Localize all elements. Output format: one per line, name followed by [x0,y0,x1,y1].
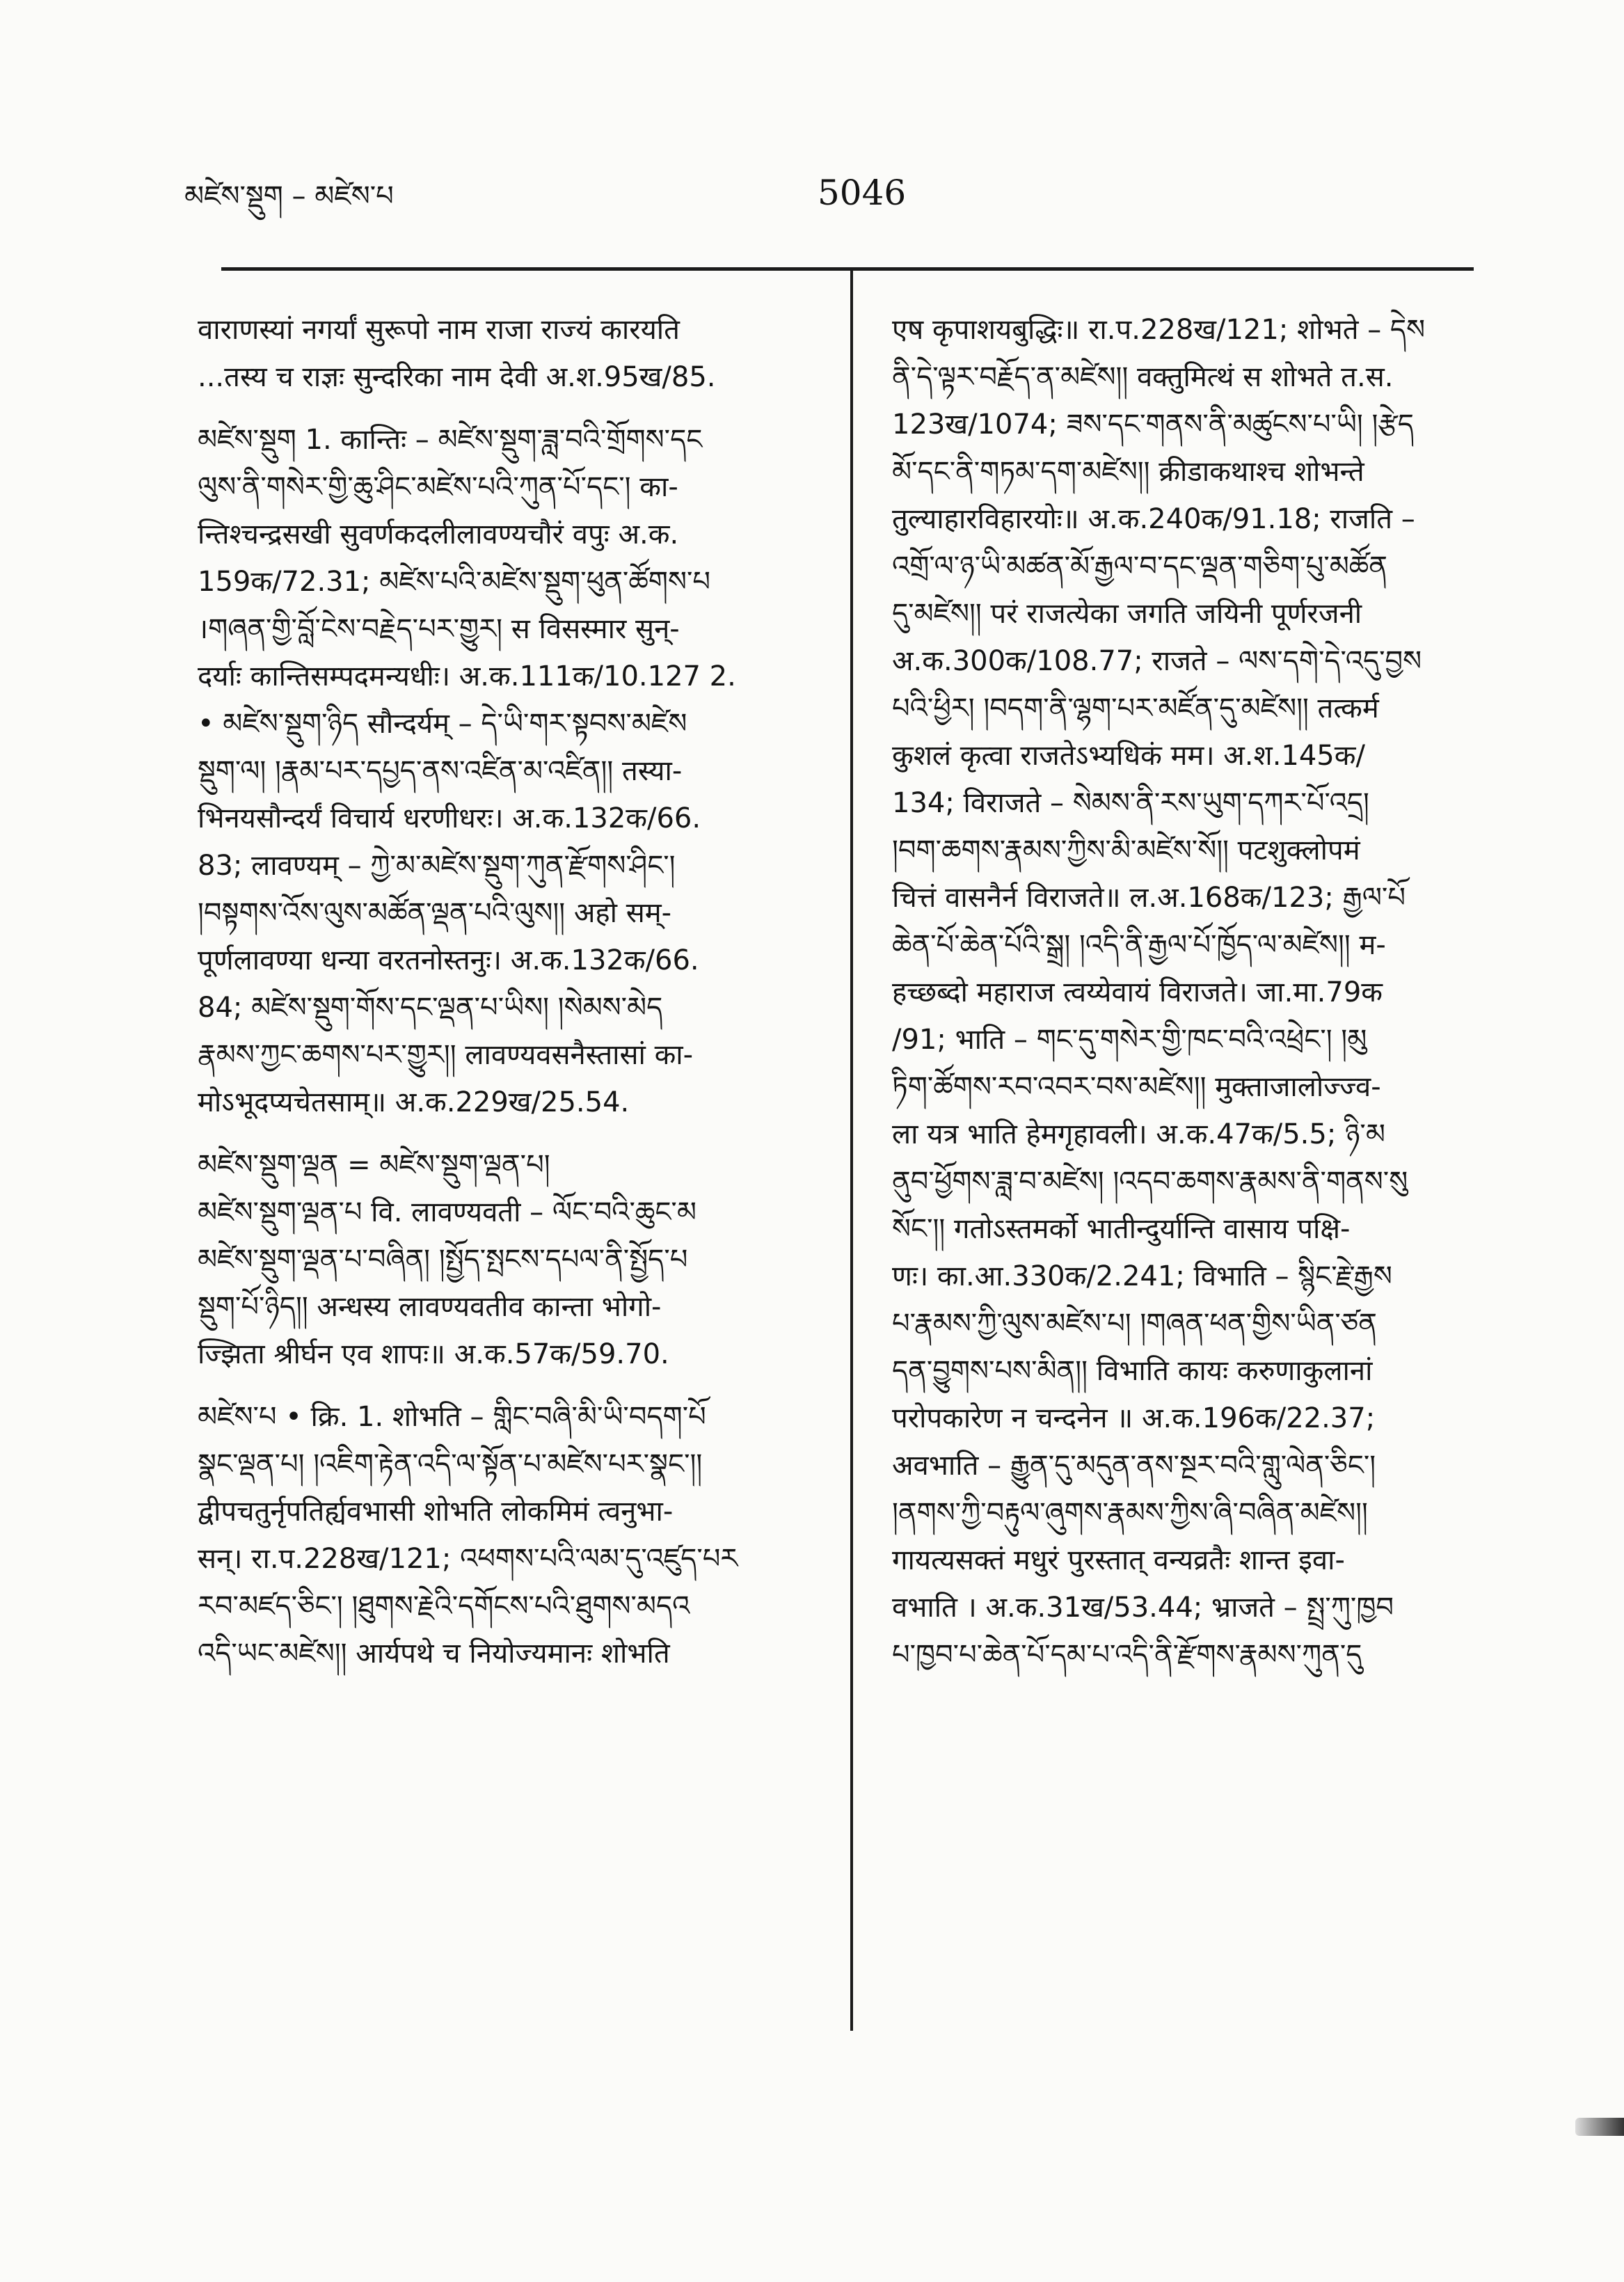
text-line: ला यत्र भाति हेमगृहावली। अ.क.47क/5.5; ཉི་མ [892,1118,1385,1150]
text-line: མཛེས་སྡུག་ལྡན་པ་བཞིན། །སྤྱོད་སྤངས་དཔལ་ནི་སྤྱོད་པ [198,1244,688,1276]
text-line: མཛེས་སྡུག 1. कान्तिः – མཛེས་སྡུག་ཟླ་བའི་གྲོགས་དང [198,424,703,456]
text-line: णः। का.आ.330क/2.241; विभाति – སྙིང་རྗེ་རྒྱས [892,1260,1392,1292]
entry-gap [198,1126,824,1141]
text-line: हच्छब्दो महाराज त्वय्येवायं विराजते। जा.मा.79क [892,976,1383,1008]
text-line: ཆེན་པོ་ཆེན་པོའི་སྒྲ། །འདི་ནི་རྒྱལ་པོ་ཁྱོད་ལ་མཛེས།། म- [892,929,1386,961]
text-line: འདི་ཡང་མཛེས།། आर्यपथे च नियोज्यमानः शोभति [198,1638,670,1670]
text-line: न्तिश्चन्द्रसखी सुवर्णकदलीलावण्यचौरं वपुः अ.क. [198,518,679,550]
text-line: एष कृपाशयबुद्धिः॥ रा.प.228ख/121; शोभते – དེས [892,314,1426,346]
text-line: །བསྟགས་འོས་ལུས་མཚོན་ལྡན་པའི་ལུས།། अहो सम्- [198,897,672,929]
running-header: མཛེས་སྡུག – མཛེས་པ [184,180,394,212]
text-line: 134; विराजते – སེམས་ནི་རས་ཡུག་དཀར་པོ་འདྲ། [892,787,1369,819]
text-line: भिनयसौन्दर्यं विचार्य धरणीधरः। अ.क.132क/66. [198,802,701,834]
text-line: /91; भाति – གང་དུ་གསེར་གྱི་ཁང་བའི་འཕྲེང་། །མུ [892,1024,1367,1056]
entry-gap [198,401,824,416]
text-line: པ་ཁྱབ་པ་ཆེན་པོ་དམ་པ་འདི་ནི་རྫོགས་རྣམས་ཀུན་དུ [892,1639,1362,1671]
text-line: अवभाति – རྒྱུན་དུ་མདུན་ནས་སྔར་བའི་གླུ་ལེན་ཅིང་། [892,1450,1376,1482]
text-line: अ.क.300क/108.77; राजते – ལས་དགེ་དེ་འདུ་བྱས [892,645,1422,677]
text-line: द्वीपचतुर्नृपतिर्ह्यवभासी शोभति लोकमिमं त्वनुभा- [198,1496,674,1528]
text-line: • མཛེས་སྡུག་ཉིད सौन्दर्यम् – དེ་ཡི་གར་སྟབས་མཛེས [198,708,687,740]
page-edge-mark [1575,2118,1624,2136]
text-line: ।གཞན་གྱི་བློ་ངེས་བརྗེད་པར་གྱུར། स विसस्मार सुन्- [198,613,680,645]
text-line: वभाति । अ.क.31ख/53.44; भ्राजते – སྤྲ་ཀུ་ཁྱབ [892,1592,1394,1624]
right-column [892,306,1490,1679]
text-line: པའི་ཕྱིར། །བདག་ནི་ལྷག་པར་མཛོན་དུ་མཛེས།། तत्कर्म [892,692,1379,724]
text-line: तुल्याहारविहारयोः॥ अ.क.240क/91.18; राजति – [892,503,1415,535]
text-line: རབ་མཛད་ཅིང་། །ཐུགས་རྗེའི་དགོངས་པའི་ཐུགས་མདའ [198,1590,690,1622]
text-line: མཛེས་པ • क्रि. 1. शोभति – གླིང་བཞི་མི་ཡི་བདག་པོ [198,1401,706,1433]
entry-gap [198,1378,824,1393]
text-line: སྡུག་ལ། །རྣམ་པར་དཔྱད་ནས་འཛིན་མ་འཛིན།། तस्या- [198,755,683,787]
text-line: རྣམས་ཀྱང་ཆགས་པར་གྱུར།། लावण्यवसनैस्तासां का- [198,1039,694,1071]
text-line: कुशलं कृत्वा राजतेऽभ्यधिकं मम। अ.श.145क/ [892,740,1365,772]
text-line: दर्याः कान्तिसम्पदमन्यधीः। अ.क.111क/10.127 2. [198,660,736,692]
text-line: ...तस्य च राज्ञः सुन्दरिका नाम देवी अ.श.95ख/85. [198,361,716,393]
text-line: 159क/72.31; མཛེས་པའི་མཛེས་སྡུག་ཕུན་ཚོགས་པ [198,566,711,598]
text-line: मोऽभूदप्यचेतसाम्॥ अ.क.229ख/25.54. [198,1086,630,1118]
text-line: ནི་དེ་ལྟར་བརྗོད་ན་མཛེས།། वक्तुमित्थं स शोभते त.स. [892,361,1394,393]
page-number: 5046 [818,173,907,213]
text-line: མོ་དང་ནི་གཏམ་དག་མཛེས།། क्रीडाकथाश्च शोभन्ते [892,456,1364,488]
text-line: དན་བྱུགས་པས་མིན།། विभाति कायः करुणाकुलानां [892,1355,1373,1387]
text-line: སོང་།། गतोऽस्तमर्को भातीन्दुर्यान्ति वासाय पक्षि- [892,1213,1351,1245]
text-line: མཛེས་སྡུག་ལྡན་པ वि. लावण्यवती – ལོང་བའི་ཆུང་མ [198,1196,696,1228]
text-line: वाराणस्यां नगर्यां सुरूपो नाम राजा राज्यं कारयति [198,314,680,346]
text-line: 83; लावण्यम् – ཀྱེ་མ་མཛེས་སྡུག་ཀུན་རྫོགས་ཤིང་། [198,850,676,882]
column-divider [850,270,853,2031]
top-rule [221,267,1474,271]
text-line: །བག་ཆགས་རྣམས་ཀྱིས་མི་མཛེས་སོ།། पटशुक्लोपमं [892,834,1360,866]
text-line: པ་རྣམས་ཀྱི་ལུས་མཛེས་པ། །གཞན་ཕན་གྱིས་ཡིན་ཙན [892,1308,1377,1340]
text-line: ལུས་ནི་གསེར་གྱི་ཆུ་ཤིང་མཛེས་པའི་ཀུན་པོ་དང་། का- [198,471,678,503]
text-line: །ནགས་ཀྱི་བརྟུལ་ཞུགས་རྣམས་ཀྱིས་ཞི་བཞིན་མཛེས།། [892,1497,1368,1529]
text-line: पूर्णलावण्या धन्या वरतनोस्तनुः। अ.क.132क/66. [198,944,699,976]
text-line: 123ख/1074; ཟས་དང་གནས་ནི་མཚུངས་པ་ཡི། །རྩེད [892,409,1414,441]
text-line: चित्तं वासनैर्न विराजते॥ ल.अ.168क/123; རྒྱལ་པོ [892,882,1406,914]
left-column [198,306,824,1677]
text-line: गायत्यसक्तं मधुरं पुरस्तात् वन्यव्रतैः शान्त इवा- [892,1544,1345,1576]
text-line: ज्झिता श्रीर्घन एव शापः॥ अ.क.57क/59.70. [198,1338,669,1370]
text-line: 84; མཛེས་སྡུག་གོས་དང་ལྡན་པ་ཡིས། །སེམས་མེད [198,992,663,1024]
text-line: དུ་མཛེས།། परं राजत्येका जगति जयिनी पूर्णरजनी [892,598,1362,630]
text-line: ཏིག་ཚོགས་རབ་འབར་བས་མཛེས།། मुक्ताजालोज्ज्व- [892,1071,1381,1103]
text-line: སྣང་ལྡན་པ། །འཇིག་རྟེན་འདི་ལ་སྟོན་པ་མཛེས་པར་སྣང་།། [198,1448,703,1480]
text-line: ནུབ་ཕྱོགས་ཟླ་བ་མཛེས། །འདབ་ཆགས་རྣམས་ནི་གནས་སུ [892,1166,1408,1198]
text-line: འགྲོ་ལ་ཉ་ཡི་མཚན་མོ་རྒྱལ་བ་དང་ལྡན་གཅིག་པུ་མཚོན [892,550,1387,583]
text-line: सन्। रा.प.228ख/121; འཕགས་པའི་ལམ་དུ་འཛུད་པར [198,1543,738,1575]
text-line: མཛེས་སྡུག་ལྡན = མཛེས་སྡུག་ལྡན་པ། [198,1149,550,1181]
text-line: སྡུག་པོ་ཉིད།། अन्धस्य लावण्यवतीव कान्ता भोगो- [198,1291,662,1323]
text-line: परोपकारेण न चन्दनेन ॥ अ.क.196क/22.37; [892,1402,1376,1434]
